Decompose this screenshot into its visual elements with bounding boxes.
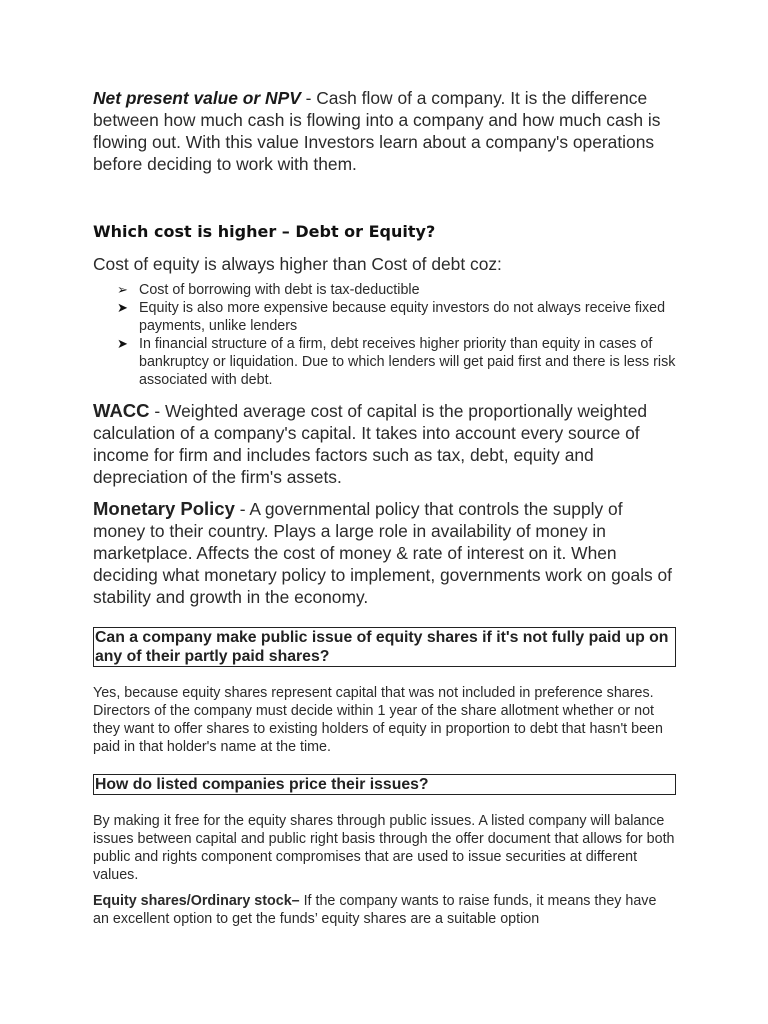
list-item	[117, 299, 676, 335]
list-item	[117, 281, 676, 299]
equity-shares-term: Equity shares/Ordinary stock–	[93, 893, 300, 909]
equity-shares-paragraph	[93, 892, 676, 928]
monetary-policy-paragraph	[93, 498, 676, 608]
question-box-pricing: How do listed companies price their issues?	[93, 774, 676, 795]
arrow-right-icon: ➤	[117, 336, 128, 351]
answer-pricing: By making it free for the equity shares through public issues. A listed company will balance issues between capital and public right basis through the offer document that allows for both public and rights component compromises that are used to issue securities at different values.	[93, 813, 675, 883]
npv-term: Net present value or NPV	[93, 88, 301, 108]
npv-paragraph	[93, 87, 676, 175]
wacc-paragraph	[93, 400, 676, 488]
list-item-text: Cost of borrowing with debt is tax-deductible	[139, 282, 420, 298]
list-item-text: Equity is also more expensive because equity investors do not always receive fixed payments, unlike lenders	[139, 300, 666, 334]
debt-equity-heading: Which cost is higher – Debt or Equity?	[93, 222, 436, 241]
monetary-policy-term: Monetary Policy	[93, 498, 235, 519]
list-item	[117, 335, 676, 389]
equity-shares-text: If the company wants to raise funds, it means they have an excellent option to get the funds’ equity shares are a suitable option	[93, 893, 657, 927]
wacc-text: - Weighted average cost of capital is the proportionally weighted calculation of a company's capital. It takes into account every source of income for firm and includes factors such as tax, debt, equity and depreciation of the firm's assets.	[93, 401, 648, 487]
arrow-right-icon: ➢	[117, 282, 128, 297]
wacc-term: WACC	[93, 400, 150, 421]
npv-text: - Cash flow of a company. It is the difference between how much cash is flowing into a company and how much cash is flowing out. With this value Investors learn about a company's operations before deciding to work with them.	[93, 88, 661, 174]
arrow-right-icon: ➤	[117, 300, 128, 315]
debt-equity-lead: Cost of equity is always higher than Cost of debt coz:	[93, 254, 502, 274]
list-item-text: In financial structure of a firm, debt receives higher priority than equity in cases of bankruptcy or liquidation. Due to which lenders will get paid first and there is less risk associated with debt.	[139, 336, 676, 388]
monetary-policy-text: - A governmental policy that controls the supply of money to their country. Plays a large role in availability of money in marketplace. Affects the cost of money & rate of interest on it. When deciding what monetary policy to implement, governments work on goals of stability and growth in the economy.	[93, 499, 673, 607]
debt-equity-bullet-list	[93, 281, 676, 389]
answer-partly-paid: Yes, because equity shares represent capital that was not included in preference shares. Directors of the company must decide within 1 year of the share allotment whether or not they want to offer shares to existing holders of equity in proportion to debt that hasn't been paid in that holder's name at the time.	[93, 685, 663, 755]
question-box-partly-paid: Can a company make public issue of equity shares if it's not fully paid up on any of their partly paid shares?	[93, 627, 676, 667]
